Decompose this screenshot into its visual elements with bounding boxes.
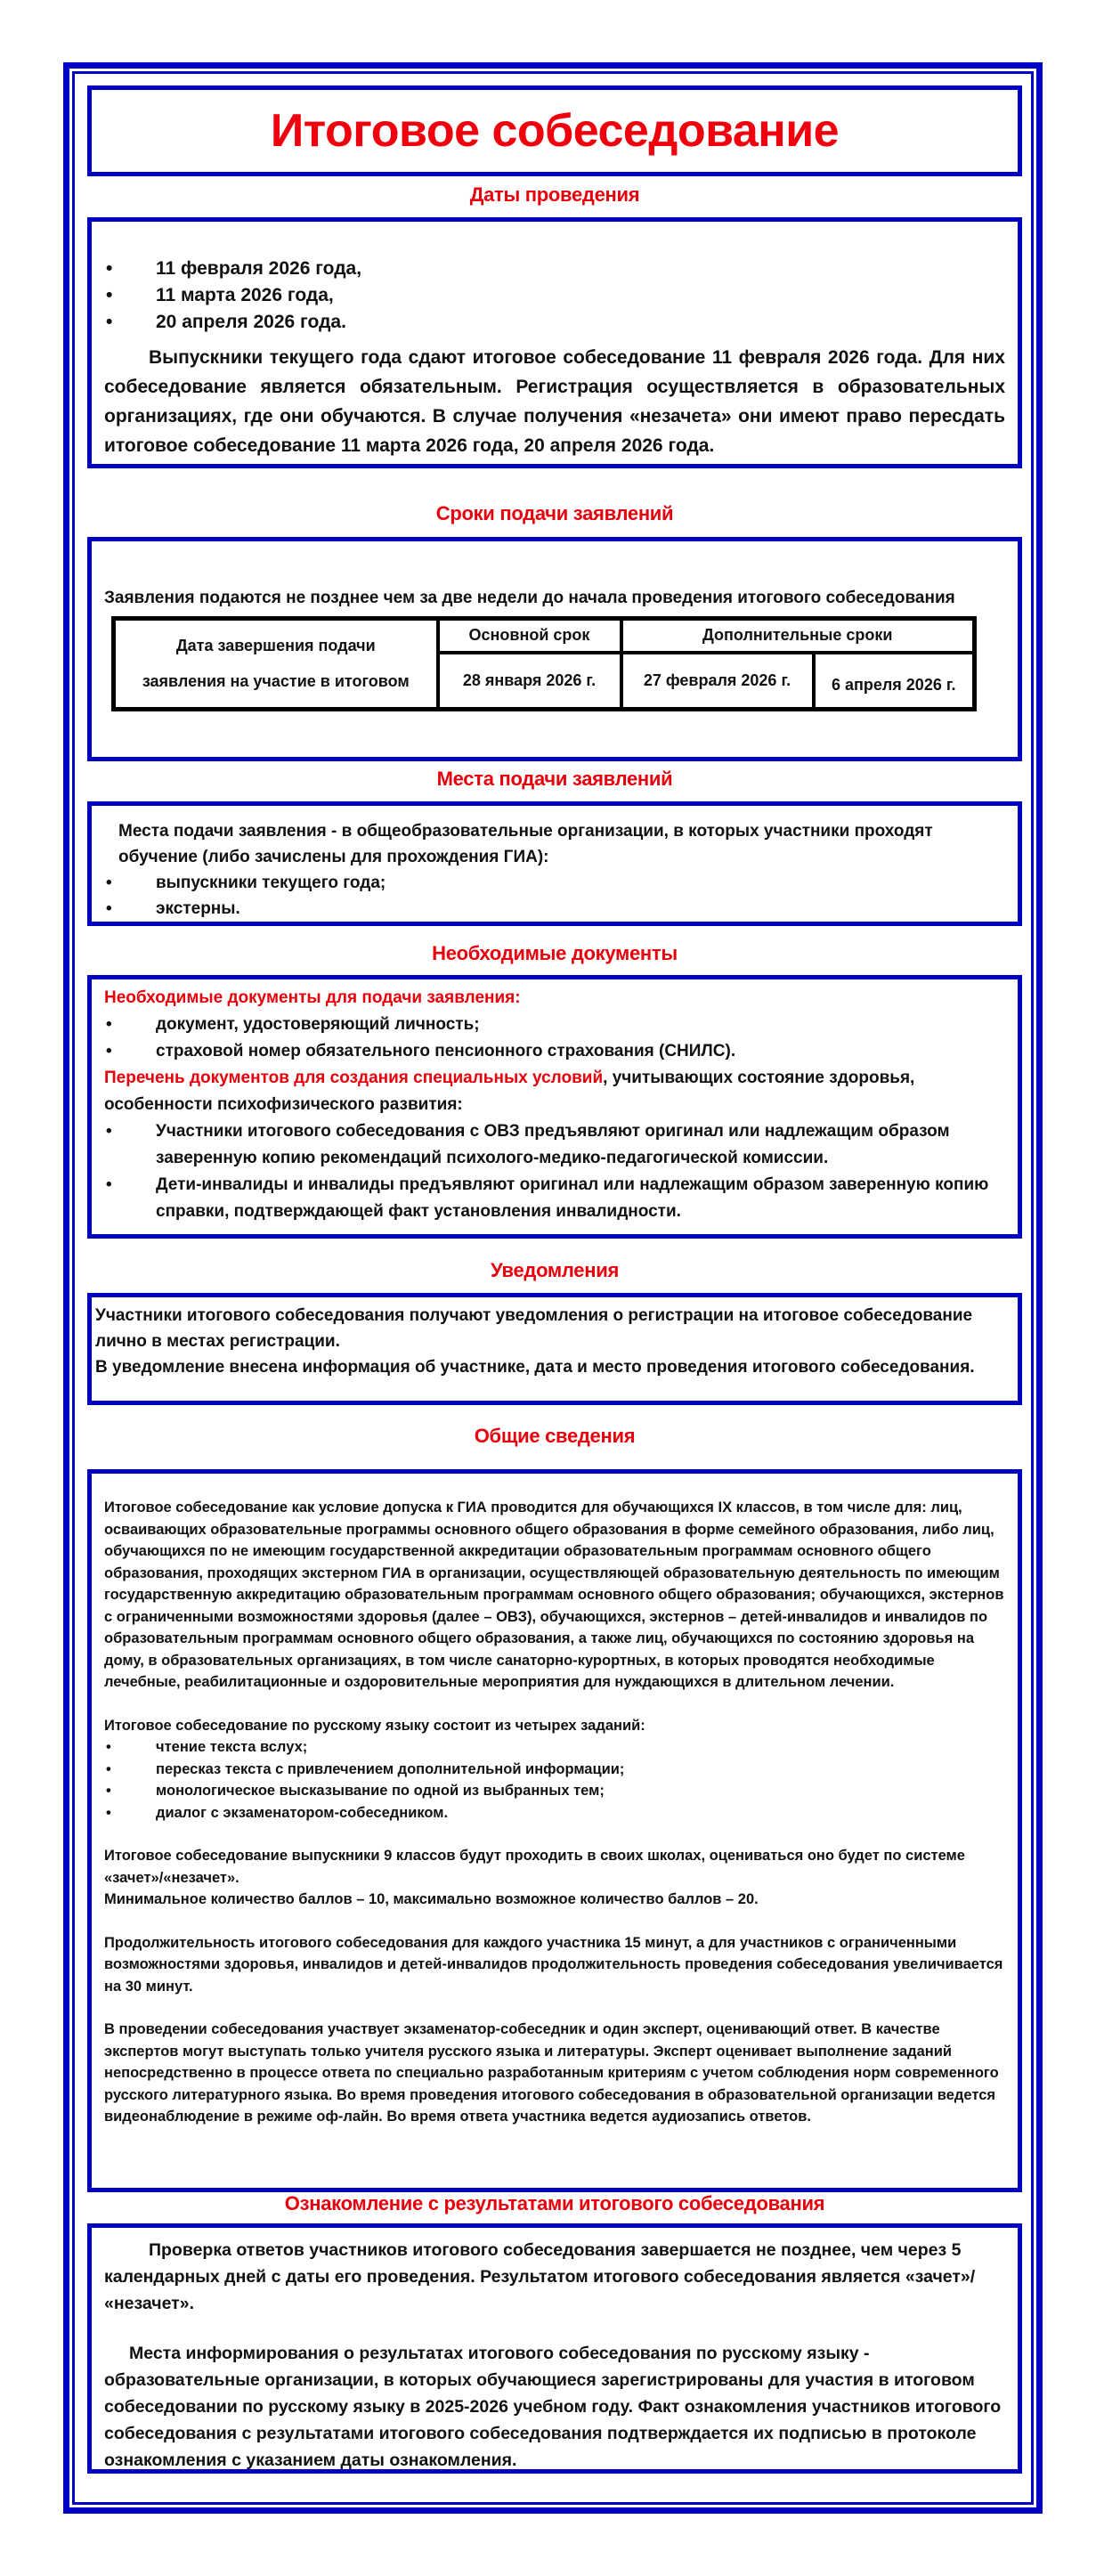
additional-term-date: 27 февраля 2026 г. [621, 653, 814, 710]
places-item: • выпускники текущего года; [104, 870, 991, 896]
task-item: • пересказ текста с привлечением дополнительной информации; [104, 1759, 1005, 1781]
general-box [87, 1469, 1022, 2192]
date-item: • 20 апреля 2026 года. [104, 309, 1005, 336]
dates-list [104, 256, 1005, 336]
special-docs-heading-rest: , учитывающих состояние здоровья, особенности психофизического развития: [104, 1069, 915, 1114]
deadlines-box [87, 537, 1022, 761]
grading-paragraph: Итоговое собеседование выпускники 9 классов будут проходить в своих школах, оцениваться оно будет по системе «зачет»/«незачет». [104, 1848, 965, 1886]
additional-terms-header: Дополнительные сроки [621, 619, 975, 653]
special-docs-heading-red: Перечень документов для создания специальных условий [104, 1069, 604, 1087]
main-term-date: 28 января 2026 г. [438, 653, 621, 710]
places-lead: Места подачи заявления - в общеобразовательные организации, в которых участники проходят обучение (либо зачислены для прохождения ГИА): [118, 822, 933, 866]
deadlines-lead: Заявления подаются не позднее чем за две недели до начала проведения итогового собеседования [104, 589, 955, 607]
places-list [104, 870, 991, 922]
additional-term-date: 6 апреля 2026 г. [814, 653, 975, 710]
notifications-p2: В уведомление внесена информация об участнике, дата и место проведения итогового собеседования. [95, 1358, 975, 1377]
section-title-notifications: Уведомления [491, 1259, 619, 1281]
tasks-heading: Итоговое собеседование по русскому языку состоит из четырех заданий: [104, 1717, 645, 1734]
main-term-header: Основной срок [438, 619, 621, 653]
task-item: • монологическое высказывание по одной из выбранных тем; [104, 1780, 1005, 1802]
date-item: • 11 февраля 2026 года, [104, 256, 1005, 282]
section-title-dates: Даты проведения [469, 183, 640, 206]
section-title-results: Ознакомление с результатами итогового собеседования [284, 2192, 825, 2214]
tasks-list [104, 1736, 1005, 1824]
documents-box [87, 975, 1022, 1239]
results-box [87, 2223, 1022, 2474]
section-title-general: Общие сведения [474, 1425, 636, 1447]
results-p2: Места информирования о результатах итогового собеседования по русскому языку - образовательные организации, в которых обучающиеся зарегистрированы для участия в итоговом собеседовании по русскому языку в 2025-2026 учебном году. Факт ознакомления участников итогового собеседования с результатами итогового собеседования подтверждается их подписью в протоколе ознакомления с указанием даты ознакомления. [104, 2344, 1002, 2470]
section-title-places: Места подачи заявлений [436, 768, 673, 790]
special-docs-list [104, 1118, 1005, 1225]
notifications-box [87, 1293, 1022, 1405]
row-header-line1: Дата завершения подачи [175, 637, 376, 654]
required-doc-item: • документ, удостоверяющий личность; [104, 1012, 1005, 1038]
required-docs-list [104, 1012, 1005, 1065]
page-title: Итоговое собеседование [270, 105, 840, 157]
deadline-row-header [114, 619, 438, 710]
special-docs-heading [104, 1065, 1005, 1118]
places-item: • экстерны. [104, 896, 991, 922]
section-title-deadlines: Сроки подачи заявлений [435, 502, 674, 524]
task-item: • чтение текста вслух; [104, 1736, 1005, 1759]
scores-paragraph: Минимальное количество баллов – 10, максимально возможное количество баллов – 20. [104, 1891, 759, 1907]
general-intro-rest: как условие допуска к ГИА проводится для обучающихся IX классов, в том числе для: лиц, осваивающих образовательные программы основного общего образования в форме семейного образования, либо лиц, обучающихся по не имеющим государственной аккредитации образовательным программам основного общего образования, проходящих экстерном ГИА в организации, осуществляющей образовательную деятельность по имеющим государственную аккредитацию образовательным программам основного общего образования; обучающихся, экстернов с ограниченными возможностями здоровья (далее – ОВЗ), обучающихся, экстернов – детей-инвалидов и инвалидов по образовательным программам основного общего образования, а также лиц, обучающихся по состоянию здоровья на дому, в образовательных организациях, в том числе санаторно-курортных, в которых проводятся необходимые лечебные, реабилитационные и оздоровительные мероприятия для нуждающихся в длительном лечении. [104, 1499, 1004, 1690]
required-docs-heading: Необходимые документы для подачи заявления: [104, 988, 521, 1007]
special-doc-item: • Дети-инвалиды и инвалиды предъявляют оригинал или надлежащим образом заверенную копию справки, подтверждающей факт установления инвалидности. [104, 1172, 1005, 1225]
results-p1: Проверка ответов участников итогового собеседования завершается не позднее, чем через 5 календарных дней с даты его проведения. Результатом итогового собеседования является «зачет»/ «незачет». [104, 2240, 976, 2313]
required-doc-item: • страховой номер обязательного пенсионного страхования (СНИЛС). [104, 1038, 1005, 1065]
duration-paragraph: Продолжительность итогового собеседования для каждого участника 15 минут, а для участников с ограниченными возможностями здоровья, инвалидов и детей-инвалидов продолжительность проведения собеседования увеличивается на 30 минут. [104, 1934, 1003, 1995]
places-box [87, 801, 1022, 926]
general-intro [104, 1497, 1005, 1694]
section-title-documents: Необходимые документы [432, 942, 678, 964]
row-header-line2: заявления на участие в итоговом [142, 672, 410, 690]
date-item: • 11 марта 2026 года, [104, 282, 1005, 309]
general-intro-bold: Итоговое собеседование [104, 1499, 288, 1516]
deadlines-table [111, 616, 977, 711]
special-doc-item: • Участники итогового собеседования с ОВЗ предъявляют оригинал или надлежащим образом заверенную копию рекомендаций психолого-медико-педагогической комиссии. [104, 1118, 1005, 1172]
dates-box [87, 217, 1022, 468]
experts-paragraph: В проведении собеседования участвует экзаменатор-собеседник и один эксперт, оценивающий ответ. В качестве экспертов могут выступать только учителя русского языка и литературы. Эксперт оценивает выполнение заданий непосредственно в процессе ответа по специально разработанным критериям с учетом соблюдения норм современного русского литературного языка. Во время проведения итогового собеседования в образовательной организации ведется видеонаблюдение в режиме оф-лайн. Во время ответа участника ведется аудиозапись ответов. [104, 2021, 999, 2125]
task-item: • диалог с экзаменатором-собеседником. [104, 1802, 1005, 1824]
title-box [87, 85, 1022, 176]
dates-paragraph: Выпускники текущего года сдают итоговое собеседование 11 февраля 2026 года. Для них собеседование является обязательным. Регистрация осуществляется в образовательных организациях, где они обучаются. В случае получения «незачета» они имеют право пересдать итоговое собеседование 11 марта 2026 года, 20 апреля 2026 года. [104, 347, 1005, 456]
notifications-p1: Участники итогового собеседования получают уведомления о регистрации на итоговое собеседование лично в местах регистрации. [95, 1306, 973, 1351]
